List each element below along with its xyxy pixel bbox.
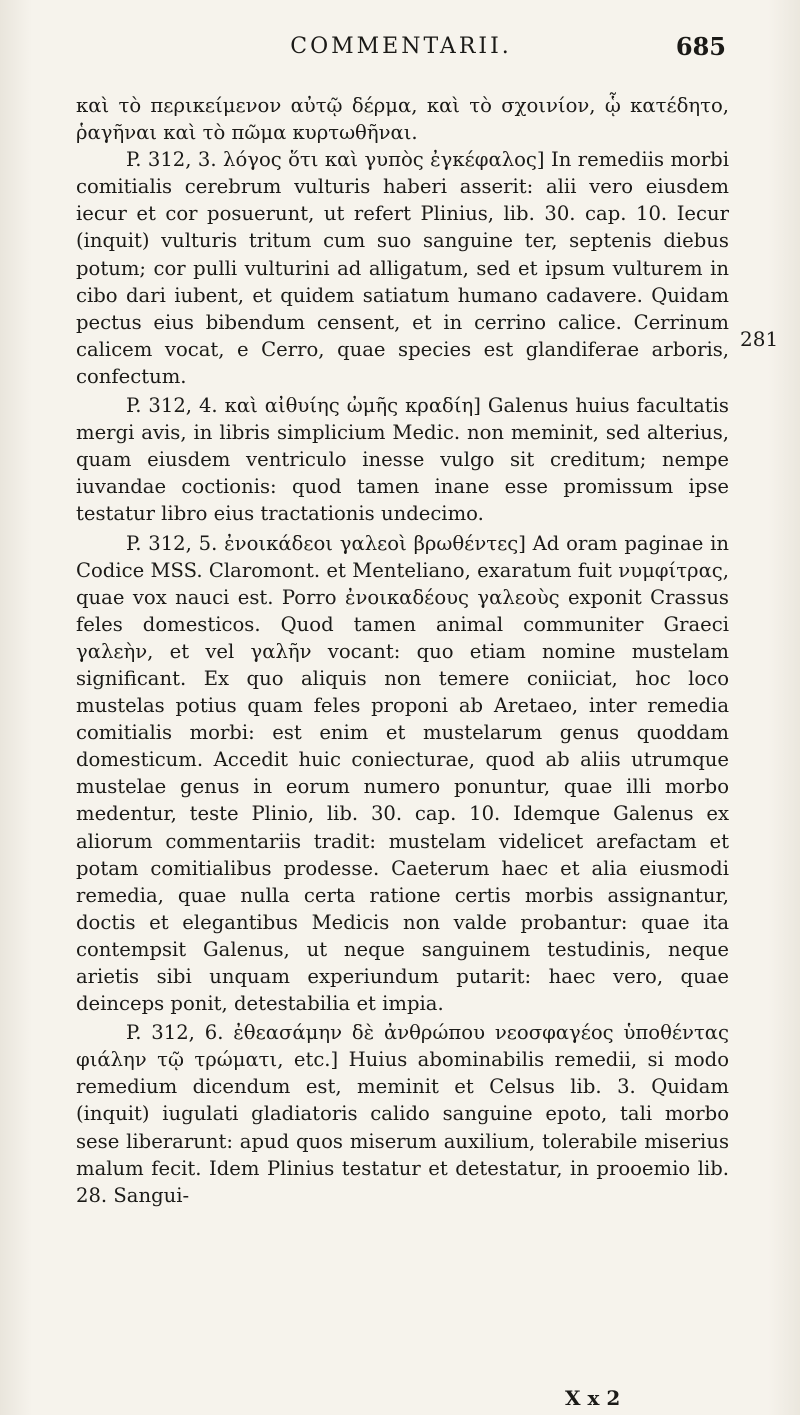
page-number: 685 [675, 32, 726, 61]
paragraph-note-312-6: P. 312, 6. ἐθεασάμην δὲ ἀνθρώπου νεοσφαγέος ὑποθέντας φιάλην τῷ τρώματι, etc.] Huius abominabilis remedii, si modo remedium dicendum est, meminit et Celsus lib. 3. Quidam (inquit) iugulati gladiatoris calido sanguine epoto, tali morbo sese liberarunt: apud quos miserum auxilium, tolerabile miserius malum fecit. Idem Plinius testatur et detestatur, in prooemio lib. 28. Sangui- [76, 1021, 729, 1207]
paragraph-note-312-3: P. 312, 3. λόγος ὅτι καὶ γυπὸς ἐγκέφαλος] In remediis morbi comitialis cerebrum vulturis haberi asserit: alii vero eiusdem iecur et cor posuerunt, ut refert Plinius, lib. 30. cap. 10. Iecur (inquit) vulturis tritum cum suo sanguine ter, septenis diebus potum; cor pulli vulturini ad alligatum, sed et ipsum vulturem in cibo dari iubent, et quidem satiatum humano cadavere. Quidam pectus eius bibendum censent, et in cerrino calice. Cerrinum calicem vocat, e Cerro, quae species est glandiferae arboris, confectum. [76, 148, 729, 388]
running-title: COMMENTARII. [290, 34, 512, 59]
paragraph-note-312-5: P. 312, 5. ἐνοικάδεοι γαλεοὶ βρωθέντες] Ad oram paginae in Codice MSS. Claromont. et Menteliano, exaratum fuit νυμφίτρας, quae vox nauci est. Porro ἐνοικαδέους γαλεοὺς exponit Crassus feles domesticos. Quod tamen animal communiter Graeci γαλεὴν, et vel γαλῆν vocant: quo etiam nomine mustelam significant. Ex quo aliquis non temere coniiciat, hoc loco mustelas potius quam feles proponi ab Aretaeo, inter remedia comitialis morbi: est enim et mustelarum genus quoddam domesticum. Accedit huic coniecturae, quod ab aliis utrumque mustelae genus in eorum numero ponuntur, quae illi morbo medentur, teste Plinio, lib. 30. cap. 10. Idemque Galenus ex aliorum commentariis tradit: mustelam videlicet arefactam et potam comitialibus prodesse. Caeterum haec et alia eiusmodi remedia, quae nulla certa ratione certis morbis assignantur, doctis et elegantibus Medicis non valde probantur: quae ita contempsit Galenus, ut neque sanguinem testudinis, neque arietis sibi unquam experiundum putarit: haec vero, quae deinceps ponit, detestabilia et impia. [76, 531, 729, 1016]
paragraph-note-312-4: P. 312, 4. καὶ αἰθυίης ὠμῆς κραδίη] Galenus huius facultatis mergi avis, in libris simplicium Medic. non meminit, sed alterius, quam eiusdem ventriculo inesse vulgo sit creditum; nempe iuvandae coctionis: quod tamen inane esse promissum ipse testatur libro eius tractationis undecimo. [76, 394, 729, 526]
margin-page-reference: 281 [740, 327, 779, 351]
page-body [76, 92, 729, 1209]
signature-mark: X x 2 [565, 1386, 621, 1410]
page-header [76, 30, 726, 66]
paragraph-continuation: καὶ τὸ περικείμενον αὐτῷ δέρμα, καὶ τὸ σχοινίον, ᾧ κατέδητο, ῥαγῆναι καὶ τὸ πῶμα κυρτωθῆναι. [76, 94, 729, 145]
